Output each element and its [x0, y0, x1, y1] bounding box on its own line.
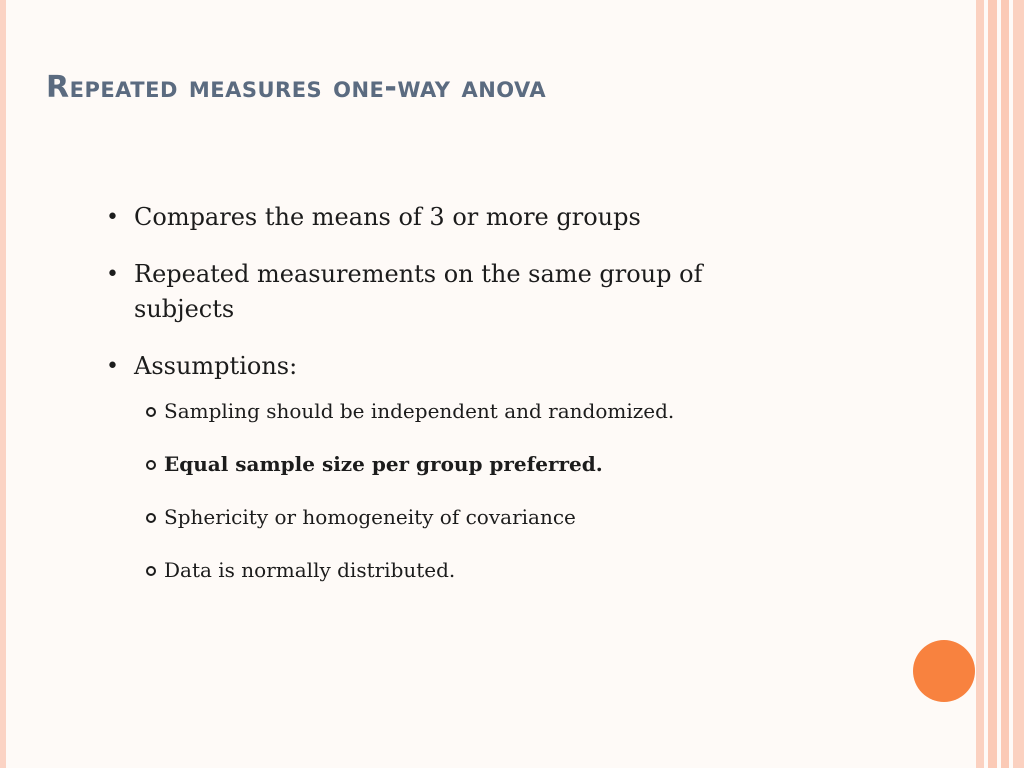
- bullet-list: [106, 200, 806, 610]
- right-stripe-decoration: [1001, 0, 1009, 768]
- bullet-item-assumptions: [106, 349, 806, 583]
- bullet-dot-icon: •: [106, 205, 119, 230]
- hollow-circle-icon: [146, 513, 156, 523]
- left-stripe-decoration: [0, 0, 6, 768]
- hollow-circle-icon: [146, 407, 156, 417]
- bullet-item: [106, 257, 806, 327]
- assumption-text: Equal sample size per group preferred.: [164, 452, 603, 476]
- bullet-dot-icon: •: [106, 354, 119, 379]
- assumption-item: [134, 557, 806, 583]
- right-stripe-decoration: [988, 0, 997, 768]
- bullet-text: Assumptions:: [134, 352, 298, 380]
- assumption-text: Data is normally distributed.: [164, 558, 456, 582]
- bullet-text: Compares the means of 3 or more groups: [134, 203, 641, 231]
- bullet-text: Repeated measurements on the same group of subjects: [134, 260, 703, 323]
- right-stripe-decoration: [976, 0, 984, 768]
- bullet-item: [106, 200, 806, 235]
- slide-title: Repeated measures one-way anova: [46, 70, 547, 105]
- assumption-text: Sphericity or homogeneity of covariance: [164, 505, 576, 529]
- assumptions-list: [134, 398, 806, 583]
- bullet-dot-icon: •: [106, 262, 119, 287]
- right-stripe-decoration: [1013, 0, 1024, 768]
- hollow-circle-icon: [146, 460, 156, 470]
- orange-circle-decoration: [913, 640, 975, 702]
- assumption-text: Sampling should be independent and randomized.: [164, 399, 675, 423]
- hollow-circle-icon: [146, 566, 156, 576]
- assumption-item: [134, 398, 806, 424]
- assumption-item: [134, 451, 806, 477]
- assumption-item: [134, 504, 806, 530]
